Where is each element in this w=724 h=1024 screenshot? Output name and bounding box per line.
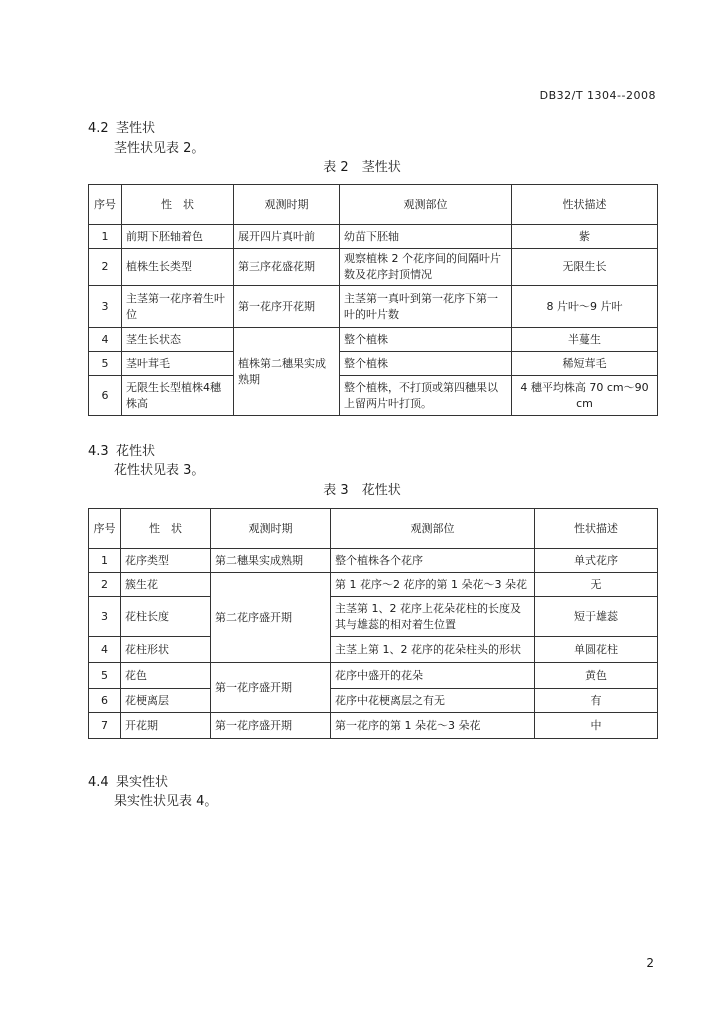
- part-cell: 整个植株，不打顶或第四穗果以上留两片叶打顶。: [340, 376, 512, 416]
- section-number: 4.4: [88, 775, 109, 790]
- table-header-row: [89, 185, 658, 225]
- page-number: 2: [646, 956, 654, 970]
- header-cell: 观测部位: [331, 509, 535, 549]
- part-cell: 主茎第 1、2 花序上花朵花柱的长度及其与雄蕊的相对着生位置: [331, 597, 535, 637]
- section-number: 4.2: [88, 121, 109, 136]
- table-row: [89, 663, 658, 689]
- table-2-stem-traits: [88, 184, 658, 416]
- row-number: 1: [89, 225, 122, 249]
- row-number: 3: [89, 286, 122, 328]
- part-cell: 花序中花梗离层之有无: [331, 689, 535, 713]
- desc-cell: 半蔓生: [512, 328, 658, 352]
- section-4-3-heading: [88, 440, 155, 459]
- part-cell: 第 1 花序～2 花序的第 1 朵花～3 朵花: [331, 573, 535, 597]
- row-number: 4: [89, 637, 121, 663]
- desc-cell: 无限生长: [512, 249, 658, 286]
- table-row: [89, 376, 658, 416]
- row-number: 6: [89, 689, 121, 713]
- table-row: [89, 573, 658, 597]
- section-title: 茎性状: [116, 121, 156, 136]
- desc-cell: 无: [535, 573, 658, 597]
- desc-cell: 稀短茸毛: [512, 352, 658, 376]
- period-cell: 植株第二穗果实成熟期: [234, 328, 340, 416]
- desc-cell: 4 穗平均株高 70 cm～90 cm: [512, 376, 658, 416]
- table-row: [89, 328, 658, 352]
- trait-cell: 茎生长状态: [122, 328, 234, 352]
- trait-cell: 花柱形状: [121, 637, 211, 663]
- section-title: 花性状: [116, 444, 156, 459]
- table-header-row: [89, 509, 658, 549]
- row-number: 5: [89, 663, 121, 689]
- trait-cell: 无限生长型植株4穗株高: [122, 376, 234, 416]
- desc-cell: 有: [535, 689, 658, 713]
- period-cell: 展开四片真叶前: [234, 225, 340, 249]
- trait-cell: 花色: [121, 663, 211, 689]
- trait-cell: 花序类型: [121, 549, 211, 573]
- document-code: DB32/T 1304--2008: [539, 89, 656, 102]
- table-2-caption: 表 2 茎性状: [323, 160, 401, 175]
- table-row: [89, 689, 658, 713]
- table-3-caption: 表 3 花性状: [323, 483, 401, 498]
- table-row: [89, 713, 658, 739]
- period-cell: 第二穗果实成熟期: [211, 549, 331, 573]
- section-number: 4.3: [88, 444, 109, 459]
- trait-cell: 茎叶茸毛: [122, 352, 234, 376]
- header-cell: 观测时期: [211, 509, 331, 549]
- desc-cell: 短于雄蕊: [535, 597, 658, 637]
- part-cell: 整个植株: [340, 352, 512, 376]
- period-cell: 第一花序盛开期: [211, 663, 331, 713]
- row-number: 2: [89, 249, 122, 286]
- part-cell: 主茎第一真叶到第一花序下第一叶的叶片数: [340, 286, 512, 328]
- part-cell: 整个植株: [340, 328, 512, 352]
- header-cell: 性 状: [121, 509, 211, 549]
- section-4-2-heading: [88, 117, 155, 136]
- row-number: 7: [89, 713, 121, 739]
- period-cell: 第一花序开花期: [234, 286, 340, 328]
- trait-cell: 簇生花: [121, 573, 211, 597]
- row-number: 3: [89, 597, 121, 637]
- part-cell: 整个植株各个花序: [331, 549, 535, 573]
- table-row: [89, 637, 658, 663]
- table-row: [89, 549, 658, 573]
- table-row: [89, 225, 658, 249]
- table-3-flower-traits: [88, 508, 658, 739]
- section-title: 果实性状: [116, 775, 169, 790]
- table-row: [89, 352, 658, 376]
- period-cell: 第三序花盛花期: [234, 249, 340, 286]
- header-cell: 序号: [89, 509, 121, 549]
- section-4-4-intro: 果实性状见表 4。: [114, 794, 218, 809]
- row-number: 2: [89, 573, 121, 597]
- desc-cell: 单圆花柱: [535, 637, 658, 663]
- header-cell: 观测部位: [340, 185, 512, 225]
- table-row: [89, 597, 658, 637]
- part-cell: 观察植株 2 个花序间的间隔叶片数及花序封顶情况: [340, 249, 512, 286]
- part-cell: 主茎上第 1、2 花序的花朵柱头的形状: [331, 637, 535, 663]
- desc-cell: 单式花序: [535, 549, 658, 573]
- desc-cell: 紫: [512, 225, 658, 249]
- trait-cell: 前期下胚轴着色: [122, 225, 234, 249]
- desc-cell: 黄色: [535, 663, 658, 689]
- period-cell: 第一花序盛开期: [211, 713, 331, 739]
- trait-cell: 花柱长度: [121, 597, 211, 637]
- desc-cell: 中: [535, 713, 658, 739]
- section-4-2-intro: 茎性状见表 2。: [114, 141, 205, 156]
- trait-cell: 植株生长类型: [122, 249, 234, 286]
- part-cell: 花序中盛开的花朵: [331, 663, 535, 689]
- desc-cell: 8 片叶～9 片叶: [512, 286, 658, 328]
- table-row: [89, 286, 658, 328]
- trait-cell: 花梗离层: [121, 689, 211, 713]
- row-number: 1: [89, 549, 121, 573]
- row-number: 5: [89, 352, 122, 376]
- part-cell: 幼苗下胚轴: [340, 225, 512, 249]
- header-cell: 序号: [89, 185, 122, 225]
- table-row: [89, 249, 658, 286]
- header-cell: 性 状: [122, 185, 234, 225]
- row-number: 6: [89, 376, 122, 416]
- trait-cell: 开花期: [121, 713, 211, 739]
- period-cell: 第二花序盛开期: [211, 573, 331, 663]
- trait-cell: 主茎第一花序着生叶位: [122, 286, 234, 328]
- row-number: 4: [89, 328, 122, 352]
- section-4-3-intro: 花性状见表 3。: [114, 463, 205, 478]
- header-cell: 观测时期: [234, 185, 340, 225]
- header-cell: 性状描述: [535, 509, 658, 549]
- part-cell: 第一花序的第 1 朵花～3 朵花: [331, 713, 535, 739]
- section-4-4-heading: [88, 771, 168, 790]
- header-cell: 性状描述: [512, 185, 658, 225]
